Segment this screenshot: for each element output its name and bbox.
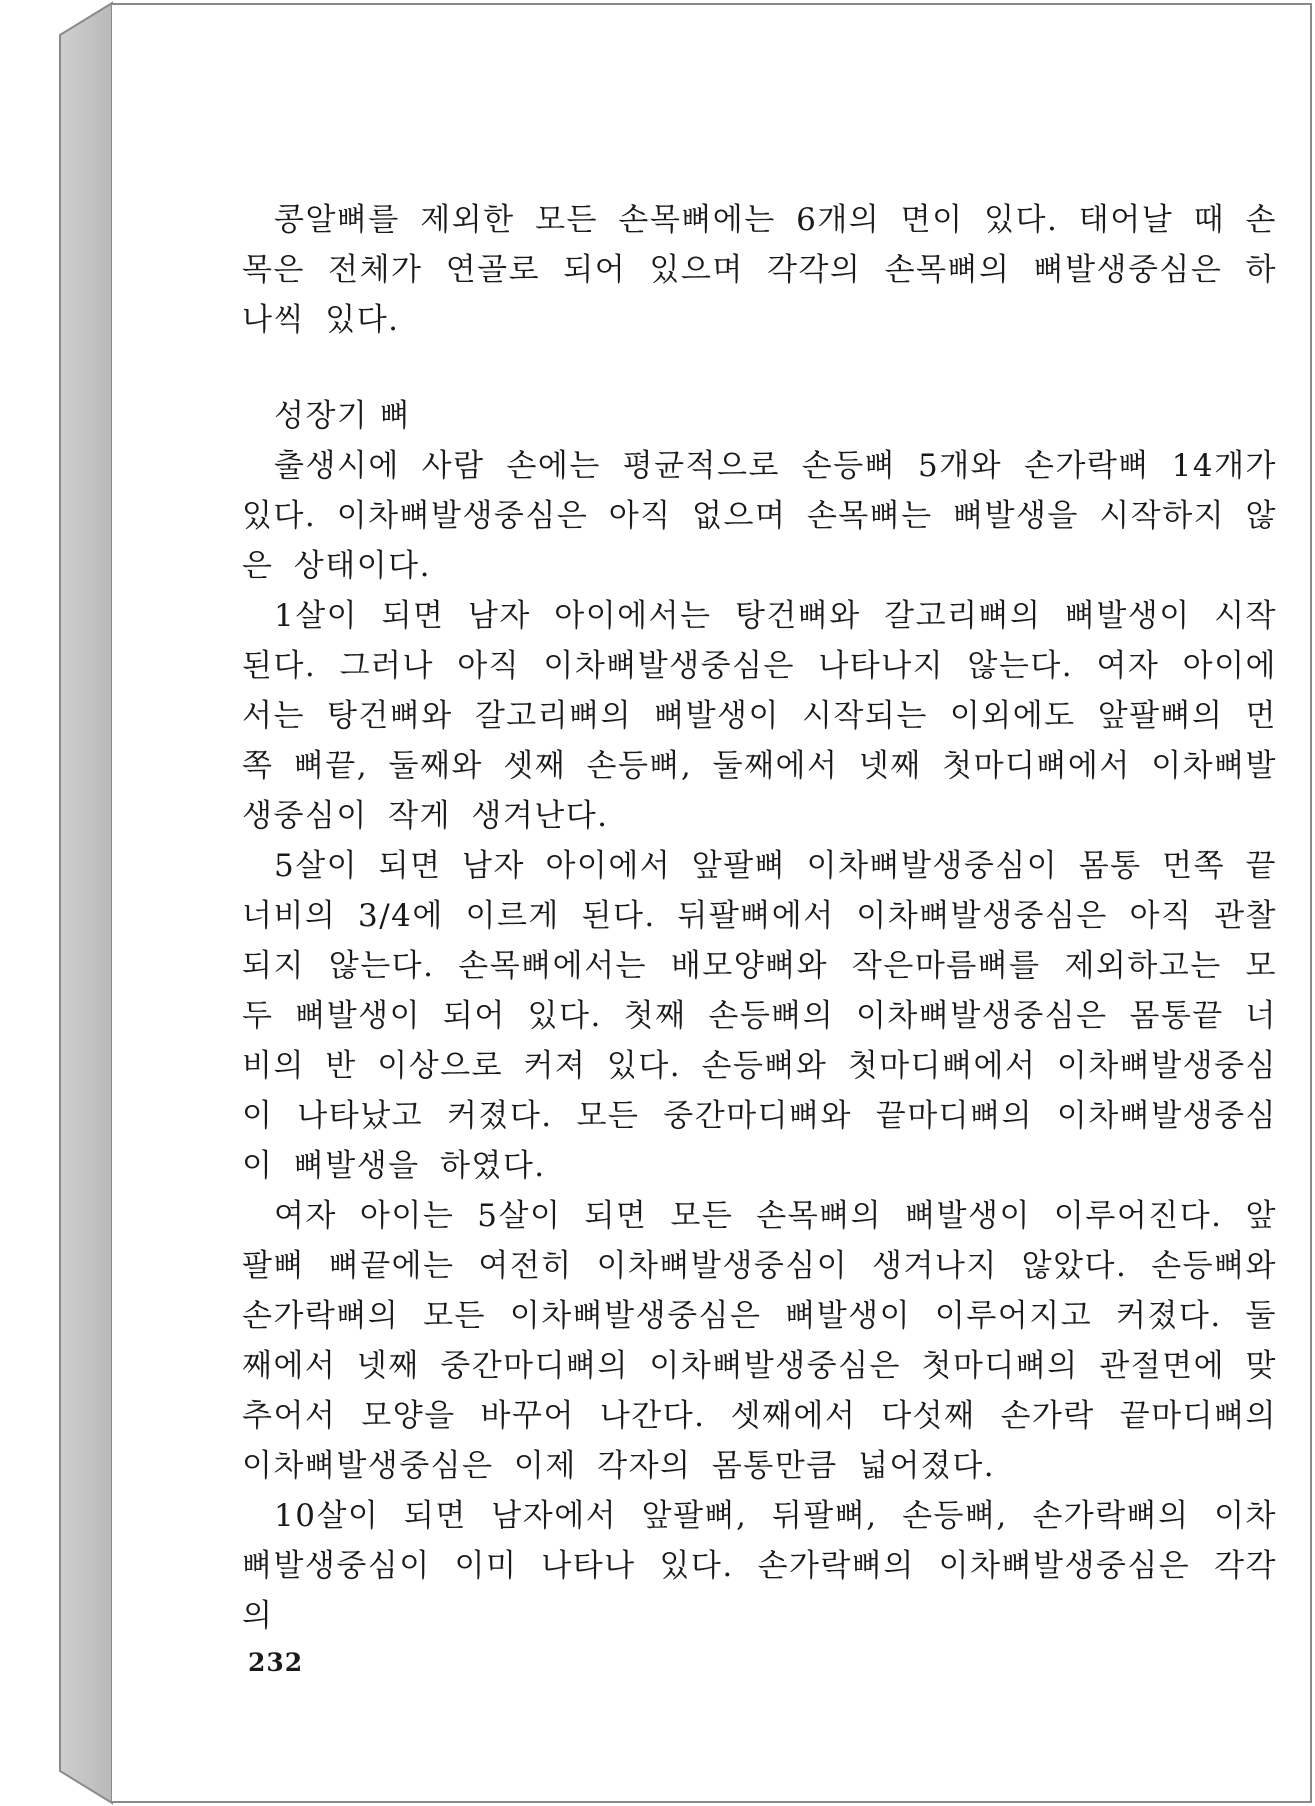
intro-paragraph: 콩알뼈를 제외한 모든 손목뼈에는 6개의 면이 있다. 태어날 때 손목은 전체가 연골로 되어 있으며 각각의 손목뼈의 뼈발생중심은 하나씩 있다. bbox=[242, 202, 1277, 338]
paragraph-1: 출생시에 사람 손에는 평균적으로 손등뼈 5개와 손가락뼈 14개가 있다. 이차뼈발생중심은 아직 없으며 손목뼈는 뼈발생을 시작하지 않은 상태이다. bbox=[242, 448, 1277, 584]
section-heading: 성장기 뼈 bbox=[274, 398, 412, 434]
body-text bbox=[242, 195, 1277, 1641]
page-number: 232 bbox=[248, 1648, 304, 1677]
paragraph-4: 여자 아이는 5살이 되면 모든 손목뼈의 뼈발생이 이루어진다. 앞팔뼈 뼈끝에는 여전히 이차뼈발생중심이 생겨나지 않았다. 손등뼈와 손가락뼈의 모든 이차뼈발생중심은 뼈발생이 이루어지고 커졌다. 둘째에서 넷째 중간마디뼈의 이차뼈발생중심은 첫마디뼈의 관절면에 맞추어서 모양을 바꾸어 나간다. 셋째에서 다섯째 손가락 끝마디뼈의 이차뼈발생중심은 이제 각자의 몸통만큼 넓어졌다. bbox=[242, 1198, 1277, 1484]
paragraph-3: 5살이 되면 남자 아이에서 앞팔뼈 이차뼈발생중심이 몸통 먼쪽 끝 너비의 3/4에 이르게 된다. 뒤팔뼈에서 이차뼈발생중심은 아직 관찰되지 않는다. 손목뼈에서는 배모양뼈와 작은마름뼈를 제외하고는 모두 뼈발생이 되어 있다. 첫째 손등뼈의 이차뼈발생중심은 몸통끝 너비의 반 이상으로 커져 있다. 손등뼈와 첫마디뼈에서 이차뼈발생중심이 나타났고 커졌다. 모든 중간마디뼈와 끝마디뼈의 이차뼈발생중심이 뼈발생을 하였다. bbox=[242, 848, 1277, 1184]
book-page bbox=[112, 3, 1312, 1803]
paragraph-5: 10살이 되면 남자에서 앞팔뼈, 뒤팔뼈, 손등뼈, 손가락뼈의 이차뼈발생중심이 이미 나타나 있다. 손가락뼈의 이차뼈발생중심은 각각의 bbox=[242, 1498, 1277, 1634]
paragraph-2: 1살이 되면 남자 아이에서는 탕건뼈와 갈고리뼈의 뼈발생이 시작된다. 그러나 아직 이차뼈발생중심은 나타나지 않는다. 여자 아이에서는 탕건뼈와 갈고리뼈의 뼈발생이 시작되는 이외에도 앞팔뼈의 먼쪽 뼈끝, 둘째와 셋째 손등뼈, 둘째에서 넷째 첫마디뼈에서 이차뼈발생중심이 작게 생겨난다. bbox=[242, 598, 1277, 834]
